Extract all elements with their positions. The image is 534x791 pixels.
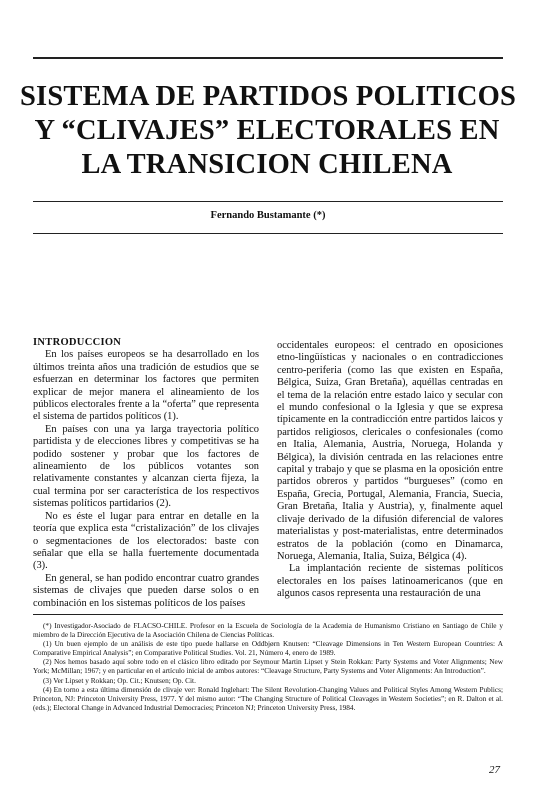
- footnotes: [33, 621, 503, 712]
- paragraph: En los países europeos se ha desarrollado en los últimos treinta años una tradición de estudios que se esfuerzan en determinar los factores que permiten explicar de mejor manera el alineamiento de los públicos electorales frente a la “oferta” que representa el sistema de partidos políticos (1).: [33, 349, 259, 423]
- footnote: (3) Ver Lipset y Rokkan; Op. Cit.; Knutsen; Op. Cit.: [43, 675, 196, 685]
- paragraph: En países con una ya larga trayectoria político partidista y de elecciones libres y competitivas se ha podido sostener y probar que los factores de alineamiento de los públicos votantes son relativamente constantes y alcanzan cierta fijeza, la cual termina por ser característica de los respectivos sistemas políticos partidarios (2).: [33, 423, 259, 510]
- paragraph: La implantación reciente de sistemas políticos electorales en los países latinoamericanos (que en algunos casos representa una restauración de una: [277, 563, 503, 600]
- left-column: [33, 337, 259, 610]
- footnote: (*) Investigador-Asociado de FLACSO-CHILE. Profesor en la Escuela de Sociología de la Academia de Humanismo Cristiano en Santiago de Chile y miembro de la Dirección Ejecutiva de la Asociación Chilena de Ciencias Políticas.: [33, 621, 503, 640]
- title-line-1: SISTEMA DE PARTIDOS POLITICOS: [20, 81, 517, 112]
- author-byline: Fernando Bustamante (*): [210, 210, 326, 221]
- footnote: (4) En torno a esta última dimensión de clivaje ver: Ronald Inglehart: The Silent Revolution-Changing Values and Political Styles Among Western Publics; Princeton, NJ: Princeton University Press, 1977. Y del mismo autor: “The Changing Structure of Political Cleavages in Western Societies”; en R. Dalton et al. (eds.); Electoral Change in Advanced Industrial Democracies; Princeton NJ; Princeton University Press, 1984.: [33, 684, 503, 712]
- author-rule-top: [33, 201, 503, 202]
- paragraph: occidentales europeos: el centrado en oposiciones etno-lingüísticas y nacionales o en contradicciones centro-periferia (como las que existen en España, Bélgica, Suiza, Gran Bretaña), aquéllas centradas en el tema de la relación entre estado laico y secular con el mundo confesional o la Iglesia y que se expresa típicamente en la contradicción entre partidos laicos y partidos religiosos, clericales o confesionales (como en Italia, Alemania, Austria, Noruega, Holanda y Bélgica), la división centrada en las relaciones entre capital y trabajo y que se plasma en la oposición entre partidos obreros y partidos “burgueses” (como en España, Grecia, Portugal, Alemania, Francia, Suecia, Gran Bretaña, Italia y Austria), y, finalmente aquel clivaje derivado de la difusión diferencial de valores materialistas y post-materialistas, entre determinados estratos de la población (como en Dinamarca, Noruega, Alemania, Italia, Suiza, Bélgica (4).: [277, 340, 503, 562]
- top-rule: [33, 57, 503, 59]
- footnote-rule: [33, 614, 503, 615]
- right-column: [277, 340, 503, 601]
- title-line-2: Y “CLIVAJES” ELECTORALES EN: [34, 115, 500, 146]
- author-rule-bottom: [33, 233, 503, 234]
- footnote: (2) Nos hemos basado aquí sobre todo en el clásico libro editado por Seymour Martin Lipset y Stein Rokkan: Party Systems and Voter Alignments; New York; McMillan; 1967; y en particular en el artículo inicial de ambos autores: “Cleavage Structure, Party Systems and Voter Alignments: An Introduction”.: [33, 657, 503, 676]
- section-heading: INTRODUCCION: [33, 337, 122, 348]
- footnote: (1) Un buen ejemplo de un análisis de este tipo puede hallarse en Oddbjørn Knutsen: “Cleavage Dimensions in Ten Western European Countries: A Comparative Empirical Analysis”; en Comparative Political Studies. Vol. 21, Número 4, enero de 1989.: [33, 639, 503, 658]
- paragraph: En general, se han podido encontrar cuatro grandes sistemas de clivajes que pueden darse solos o en combinación en los sistemas políticos de los países: [33, 572, 259, 609]
- paragraph: No es éste el lugar para entrar en detalle en la teoría que explica esta “cristalización” de los clivajes o segmentaciones de los electorados: baste con señalar que ella se halla fuertemente documentada (3).: [33, 510, 259, 572]
- title-line-3: LA TRANSICION CHILENA: [81, 149, 453, 180]
- page-number: 27: [489, 764, 500, 776]
- article-title: [20, 80, 517, 182]
